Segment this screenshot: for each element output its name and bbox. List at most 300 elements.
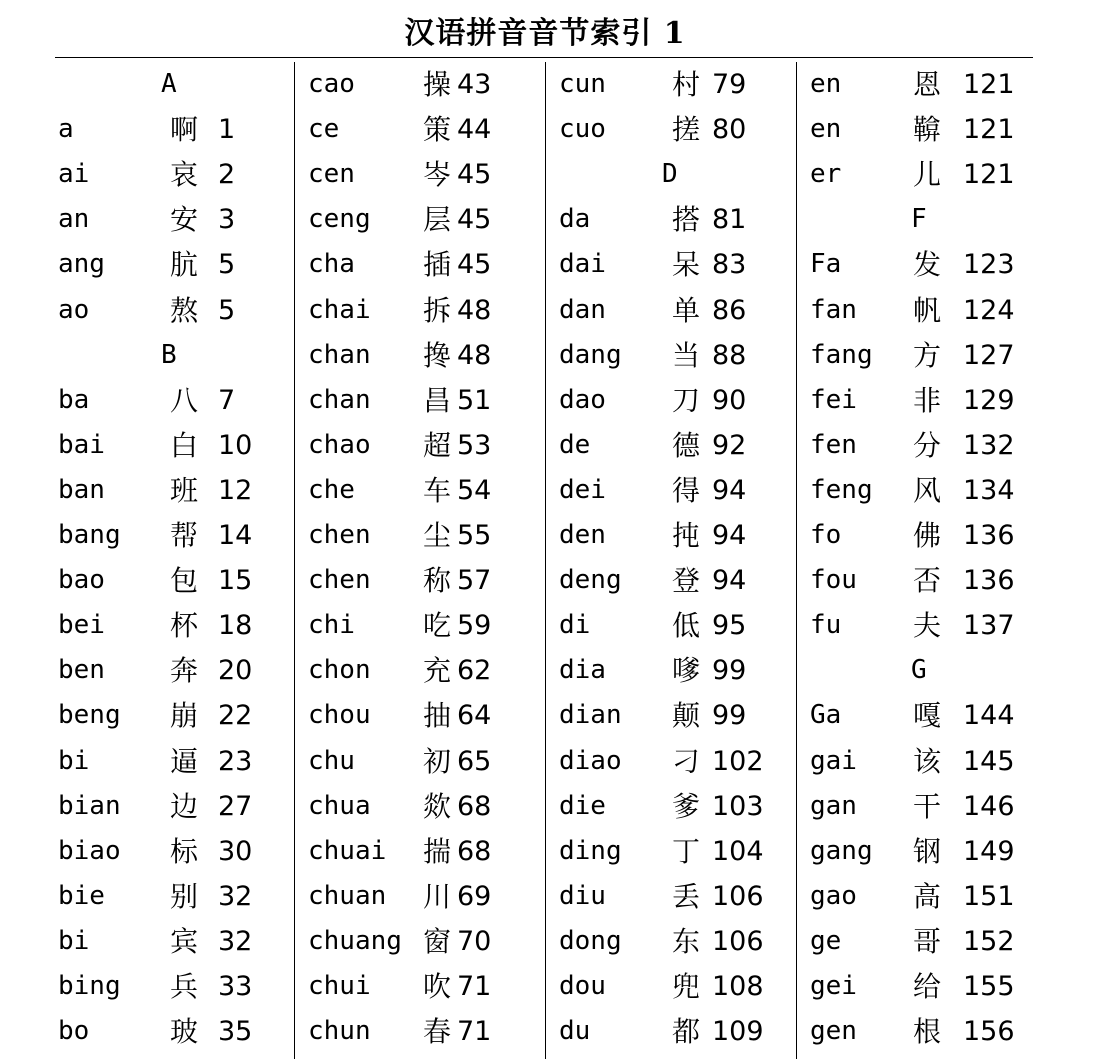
pinyin-syllable: an [58, 204, 90, 235]
example-character: 德 [672, 428, 701, 462]
pinyin-syllable: ban [58, 474, 105, 505]
pinyin-syllable: cuo [559, 114, 606, 145]
index-entry [797, 693, 1034, 738]
top-rule [55, 57, 1033, 58]
pinyin-syllable: gei [810, 971, 857, 1001]
page-number: 121 [963, 159, 1015, 191]
index-entry [55, 152, 293, 197]
pinyin-syllable: chi [308, 610, 355, 641]
pinyin-syllable: ben [58, 655, 105, 686]
pinyin-syllable: bian [58, 790, 121, 821]
index-entry [797, 333, 1034, 378]
pinyin-syllable: chuai [308, 835, 387, 866]
pinyin-syllable: de [559, 429, 591, 460]
pinyin-syllable: bei [58, 610, 105, 641]
example-character: 爹 [672, 789, 701, 823]
index-entry [546, 919, 796, 964]
pinyin-syllable: dei [559, 474, 606, 505]
example-character: 玻 [170, 1015, 199, 1049]
example-character: 得 [672, 473, 701, 507]
page-number: 145 [963, 745, 1015, 777]
pinyin-syllable: dong [559, 925, 622, 956]
page-number: 65 [457, 745, 492, 777]
example-character: 佛 [913, 519, 942, 552]
index-entry [295, 62, 545, 107]
pinyin-syllable: di [559, 610, 591, 641]
pinyin-syllable: ceng [308, 204, 371, 235]
index-entry [55, 648, 293, 693]
example-character: 嗲 [672, 654, 701, 688]
example-character: 恩 [913, 68, 942, 101]
page-number: 109 [712, 1016, 764, 1048]
index-entry [546, 874, 796, 919]
page-number: 5 [218, 249, 236, 281]
example-character: 低 [672, 609, 701, 643]
example-character: 方 [913, 338, 942, 372]
pinyin-syllable: cao [308, 69, 355, 99]
index-entry [295, 152, 545, 197]
example-character: 别 [170, 879, 199, 913]
pinyin-syllable: die [559, 790, 606, 821]
example-character: 高 [913, 879, 942, 913]
example-character: 车 [423, 473, 452, 507]
index-entry [295, 378, 545, 423]
index-entry [295, 919, 545, 964]
section-letter: A [161, 69, 177, 99]
index-column-2 [294, 62, 545, 1059]
index-entry [295, 423, 545, 468]
example-character: 否 [913, 564, 942, 598]
example-character: 操 [423, 68, 452, 101]
example-character: 岑 [423, 158, 452, 192]
pinyin-syllable: chu [308, 745, 355, 776]
example-character: 搭 [672, 203, 701, 237]
index-entry [546, 107, 796, 152]
example-character: 颠 [672, 699, 701, 733]
example-character: 吹 [423, 970, 452, 1003]
example-character: 称 [423, 564, 452, 598]
page-number: 83 [712, 249, 747, 281]
page-number: 35 [218, 1016, 253, 1048]
index-entry [55, 784, 293, 829]
page-number: 68 [457, 790, 492, 822]
index-entry [55, 739, 293, 784]
example-character: 干 [913, 789, 942, 823]
page-number: 15 [218, 565, 253, 597]
index-entry [797, 288, 1034, 333]
index-entry [797, 964, 1034, 1009]
page-number: 68 [457, 835, 492, 867]
index-entry [797, 739, 1034, 784]
index-entry [546, 784, 796, 829]
pinyin-syllable: cen [308, 159, 355, 190]
page-number: 54 [457, 474, 492, 506]
page-number: 71 [457, 1016, 492, 1048]
page-number: 53 [457, 429, 492, 461]
page-number: 7 [218, 384, 236, 416]
pinyin-syllable: chai [308, 294, 371, 325]
index-entry [295, 288, 545, 333]
example-character: 搓 [672, 113, 701, 147]
page-number: 20 [218, 655, 253, 687]
index-entry [295, 829, 545, 874]
index-entry [546, 62, 796, 107]
index-entry [55, 919, 293, 964]
example-character: 丁 [672, 834, 701, 868]
index-entry [546, 423, 796, 468]
page-number: 92 [712, 429, 747, 461]
index-entry [546, 739, 796, 784]
pinyin-syllable: gang [810, 835, 873, 866]
page-number: 104 [712, 835, 764, 867]
index-entry [797, 62, 1034, 107]
example-character: 边 [170, 789, 199, 823]
index-entry [797, 423, 1034, 468]
page-number: 99 [712, 700, 747, 732]
example-character: 根 [913, 1015, 942, 1049]
index-entry [797, 829, 1034, 874]
example-character: 揣 [423, 834, 452, 868]
example-character: 吃 [423, 609, 452, 643]
index-column-1 [55, 62, 293, 1059]
index-entry [546, 558, 796, 603]
page-number: 57 [457, 565, 492, 597]
pinyin-syllable: chua [308, 790, 371, 821]
pinyin-syllable: fo [810, 520, 842, 550]
page-number: 10 [218, 429, 253, 461]
pinyin-syllable: bie [58, 880, 105, 911]
example-character: 尘 [423, 519, 452, 552]
index-entry [797, 513, 1034, 558]
page-number: 30 [218, 835, 253, 867]
page-number: 123 [963, 249, 1015, 281]
index-entry [797, 874, 1034, 919]
example-character: 夫 [913, 609, 942, 643]
section-letter: D [662, 159, 678, 190]
example-character: 策 [423, 113, 452, 147]
pinyin-syllable: biao [58, 835, 121, 866]
pinyin-syllable: diao [559, 745, 622, 776]
page-number: 127 [963, 339, 1015, 371]
section-heading [55, 333, 293, 378]
pinyin-syllable: fang [810, 339, 873, 370]
page-number: 14 [218, 520, 253, 551]
index-entry [295, 874, 545, 919]
section-heading [55, 62, 293, 107]
example-character: 风 [913, 473, 942, 507]
pinyin-syllable: ge [810, 925, 842, 956]
index-entry [546, 242, 796, 287]
page-title: 汉语拼音音节索引 1 [404, 16, 686, 51]
page-number: 2 [218, 159, 236, 191]
example-character: 杯 [170, 609, 199, 643]
example-character: 该 [913, 744, 942, 778]
index-entry [55, 107, 293, 152]
example-character: 村 [672, 68, 701, 101]
example-character: 春 [423, 1015, 452, 1049]
page-number: 134 [963, 474, 1015, 506]
pinyin-syllable: bao [58, 565, 105, 596]
index-entry [797, 152, 1034, 197]
pinyin-syllable: chan [308, 339, 371, 370]
pinyin-syllable: du [559, 1016, 591, 1047]
page-number: 156 [963, 1016, 1015, 1048]
pinyin-syllable: beng [58, 700, 121, 731]
index-entry [55, 603, 293, 648]
page-number: 94 [712, 565, 747, 597]
page-number: 70 [457, 925, 492, 957]
page-number: 151 [963, 880, 1015, 912]
page-number: 45 [457, 249, 492, 281]
page-number: 81 [712, 204, 747, 236]
page-number: 137 [963, 610, 1015, 642]
page-number: 32 [218, 880, 253, 912]
pinyin-syllable: bi [58, 925, 90, 956]
pinyin-syllable: dia [559, 655, 606, 686]
index-entry [546, 378, 796, 423]
pinyin-syllable: fu [810, 610, 842, 641]
index-entry [55, 423, 293, 468]
page-number: 90 [712, 384, 747, 416]
page-number: 1 [218, 114, 236, 146]
index-entry [295, 1009, 545, 1054]
example-character: 哥 [913, 924, 942, 958]
example-character: 发 [913, 248, 942, 282]
example-character: 宾 [170, 924, 199, 958]
pinyin-syllable: dian [559, 700, 622, 731]
page-number: 62 [457, 655, 492, 687]
index-entry [55, 513, 293, 558]
pinyin-syllable: gan [810, 790, 857, 821]
page-number: 5 [218, 294, 236, 326]
index-entry [295, 739, 545, 784]
index-entry [295, 693, 545, 738]
pinyin-syllable: Fa [810, 249, 842, 280]
index-entry [797, 468, 1034, 513]
page-number: 69 [457, 880, 492, 912]
index-entry [295, 197, 545, 242]
index-entry [55, 1009, 293, 1054]
page-number: 18 [218, 610, 253, 642]
page-number: 121 [963, 114, 1015, 146]
page-number: 136 [963, 520, 1015, 551]
example-character: 班 [170, 473, 199, 507]
page-number: 94 [712, 520, 747, 551]
page-number: 108 [712, 971, 764, 1002]
index-entry [55, 378, 293, 423]
pinyin-syllable: ang [58, 249, 105, 280]
pinyin-syllable: dai [559, 249, 606, 280]
example-character: 单 [672, 293, 701, 327]
example-character: 白 [170, 428, 199, 462]
page-number: 12 [218, 474, 253, 506]
pinyin-syllable: er [810, 159, 842, 190]
index-entry [295, 558, 545, 603]
example-character: 刀 [672, 383, 701, 417]
page-number: 88 [712, 339, 747, 371]
index-entry [546, 197, 796, 242]
example-character: 非 [913, 383, 942, 417]
example-character: 嘎 [913, 699, 942, 733]
example-character: 崩 [170, 699, 199, 733]
example-character: 抽 [423, 699, 452, 733]
index-entry [295, 107, 545, 152]
index-entry [797, 603, 1034, 648]
example-character: 川 [423, 879, 452, 913]
index-entry [546, 603, 796, 648]
pinyin-syllable: fen [810, 429, 857, 460]
pinyin-syllable: fei [810, 384, 857, 415]
index-entry [295, 648, 545, 693]
index-entry [295, 513, 545, 558]
page-number: 136 [963, 565, 1015, 597]
example-character: 分 [913, 428, 942, 462]
page-number: 144 [963, 700, 1015, 732]
pinyin-syllable: chen [308, 520, 371, 550]
page-number: 43 [457, 69, 492, 100]
example-character: 登 [672, 564, 701, 598]
example-character: 帆 [913, 293, 942, 327]
example-character: 兜 [672, 970, 701, 1003]
page-number: 132 [963, 429, 1015, 461]
pinyin-syllable: den [559, 520, 606, 550]
index-entry [546, 693, 796, 738]
index-entry [546, 288, 796, 333]
index-entry [55, 288, 293, 333]
page-number: 45 [457, 204, 492, 236]
pinyin-syllable: Ga [810, 700, 842, 731]
page-number: 94 [712, 474, 747, 506]
index-entry [546, 1009, 796, 1054]
example-character: 儿 [913, 158, 942, 192]
index-entry [295, 468, 545, 513]
section-heading [546, 152, 796, 197]
page-number: 48 [457, 339, 492, 371]
pinyin-syllable: dang [559, 339, 622, 370]
example-character: 昌 [423, 383, 452, 417]
index-entry [55, 558, 293, 603]
index-entry [55, 829, 293, 874]
index-entry [55, 468, 293, 513]
page-number: 51 [457, 384, 492, 416]
page-number: 33 [218, 971, 253, 1002]
index-entry [295, 333, 545, 378]
example-character: 包 [170, 564, 199, 598]
page-number: 80 [712, 114, 747, 146]
pinyin-syllable: en [810, 69, 842, 99]
page-number: 146 [963, 790, 1015, 822]
pinyin-syllable: fou [810, 565, 857, 596]
example-character: 层 [423, 203, 452, 237]
index-column-3 [545, 62, 796, 1059]
index-entry [295, 603, 545, 648]
index-entry [295, 242, 545, 287]
pinyin-syllable: ce [308, 114, 340, 145]
pinyin-syllable: chao [308, 429, 371, 460]
example-character: 钢 [913, 834, 942, 868]
example-character: 啊 [170, 113, 199, 147]
page-number: 45 [457, 159, 492, 191]
index-entry [546, 468, 796, 513]
index-entry [55, 197, 293, 242]
pinyin-syllable: da [559, 204, 591, 235]
pinyin-syllable: chou [308, 700, 371, 731]
pinyin-syllable: chon [308, 655, 371, 686]
example-character: 初 [423, 744, 452, 778]
page-number: 3 [218, 204, 236, 236]
pinyin-syllable: bi [58, 745, 90, 776]
example-character: 丢 [672, 879, 701, 913]
pinyin-syllable: gai [810, 745, 857, 776]
example-character: 肮 [170, 248, 199, 282]
pinyin-syllable: bang [58, 520, 121, 550]
page-number: 32 [218, 925, 253, 957]
section-heading [797, 648, 1034, 693]
section-letter: G [911, 655, 927, 686]
example-character: 欻 [423, 789, 452, 823]
pinyin-syllable: dao [559, 384, 606, 415]
pinyin-syllable: chun [308, 1016, 371, 1047]
example-character: 窗 [423, 924, 452, 958]
index-entry [55, 693, 293, 738]
example-character: 熬 [170, 293, 199, 327]
page-number: 48 [457, 294, 492, 326]
page-number: 55 [457, 520, 492, 551]
pinyin-syllable: diu [559, 880, 606, 911]
pinyin-syllable: chan [308, 384, 371, 415]
pinyin-syllable: cha [308, 249, 355, 280]
example-character: 超 [423, 428, 452, 462]
index-entry [546, 829, 796, 874]
pinyin-syllable: cun [559, 69, 606, 99]
index-entry [295, 784, 545, 829]
pinyin-syllable: chui [308, 971, 371, 1001]
example-character: 八 [170, 383, 199, 417]
pinyin-syllable: bo [58, 1016, 90, 1047]
example-character: 插 [423, 248, 452, 282]
page-number: 152 [963, 925, 1015, 957]
index-entry [797, 558, 1034, 603]
example-character: 搀 [423, 338, 452, 372]
example-character: 呆 [672, 248, 701, 282]
example-character: 逼 [170, 744, 199, 778]
index-entry [797, 242, 1034, 287]
index-entry [546, 648, 796, 693]
index-entry [55, 874, 293, 919]
pinyin-syllable: gen [810, 1016, 857, 1047]
page-number: 121 [963, 69, 1015, 100]
example-character: 兵 [170, 970, 199, 1003]
pinyin-syllable: gao [810, 880, 857, 911]
page-number: 86 [712, 294, 747, 326]
page-number: 103 [712, 790, 764, 822]
example-character: 都 [672, 1015, 701, 1049]
pinyin-syllable: dou [559, 971, 606, 1001]
example-character: 刁 [672, 744, 701, 778]
example-character: 安 [170, 203, 199, 237]
example-character: 东 [672, 924, 701, 958]
example-character: 拆 [423, 293, 452, 327]
index-entry [546, 333, 796, 378]
example-character: 鞥 [913, 113, 942, 147]
example-character: 标 [170, 834, 199, 868]
example-character: 哀 [170, 158, 199, 192]
index-entry [55, 242, 293, 287]
page-number: 129 [963, 384, 1015, 416]
pinyin-syllable: che [308, 474, 355, 505]
page-number: 155 [963, 971, 1015, 1002]
pinyin-syllable: ai [58, 159, 90, 190]
